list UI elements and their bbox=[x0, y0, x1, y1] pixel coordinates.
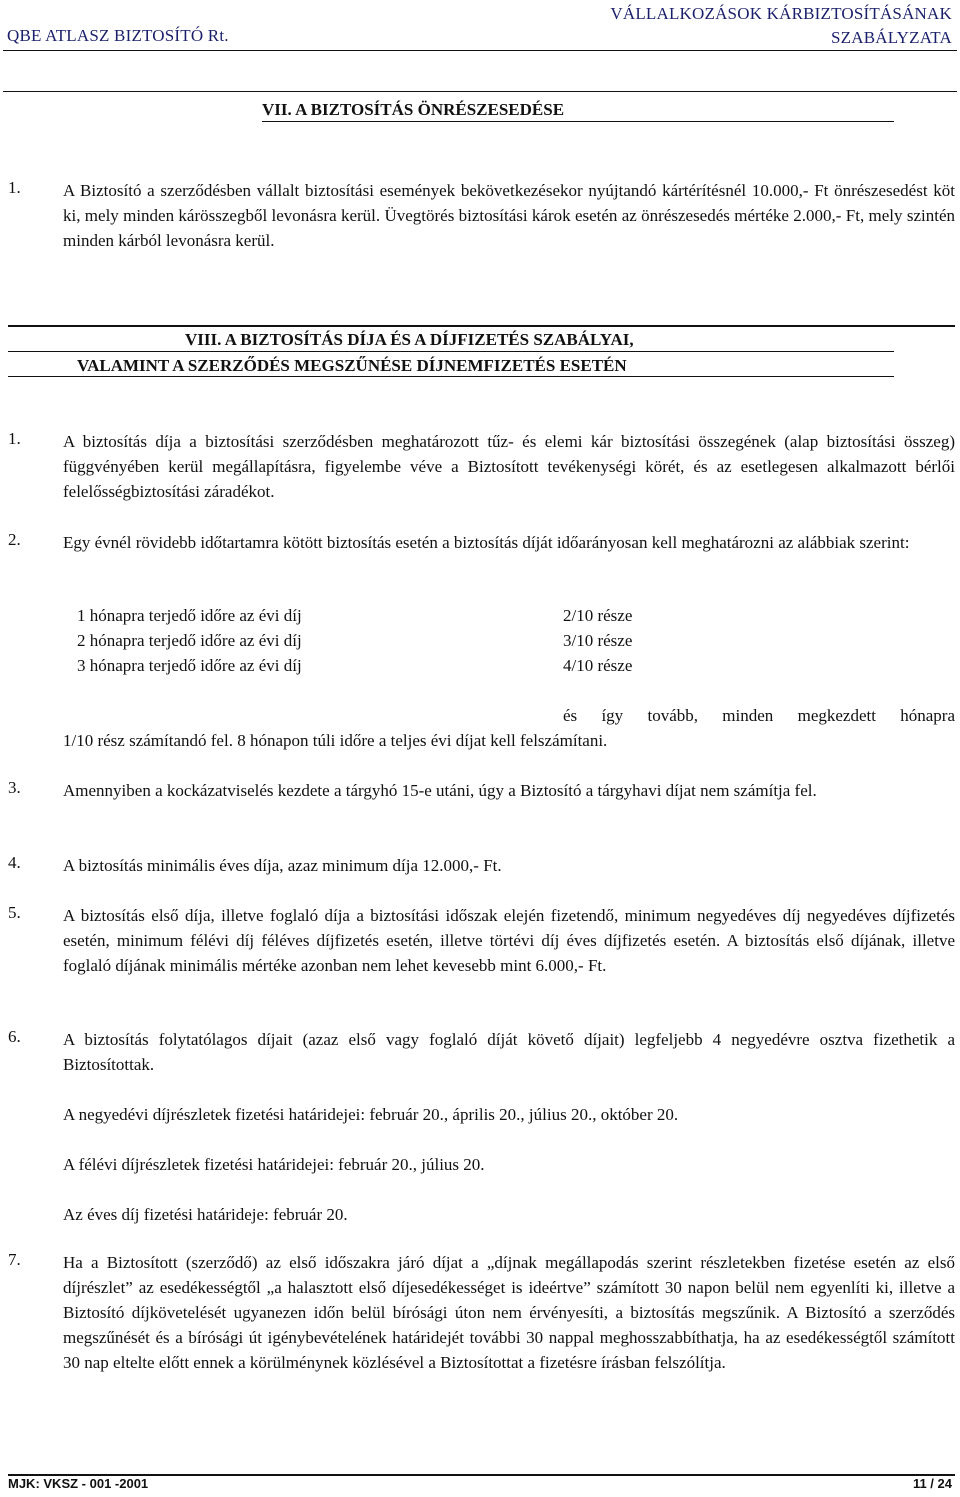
page-number: 11 / 24 bbox=[912, 1476, 952, 1491]
rate-continuation-2: 1/10 rész számítandó fel. 8 hónapon túli időre a teljes évi díjat kell felszámítani. bbox=[63, 731, 608, 750]
item-text: Egy évnél rövidebb időtartamra kötött biztosítás esetén a biztosítás díját időarányosan kell meghatározni az alábbiak szerint: bbox=[63, 533, 910, 552]
section-8-top-rule bbox=[8, 325, 955, 327]
rate-share: 4/10 része bbox=[563, 656, 633, 675]
section-7-item-1 bbox=[8, 178, 955, 253]
footer-rule bbox=[8, 1474, 955, 1476]
section-8-item-5 bbox=[8, 903, 955, 978]
document-title-line1: VÁLLALKOZÁSOK KÁRBIZTOSÍTÁSÁNAK bbox=[610, 4, 952, 23]
document-title bbox=[610, 2, 952, 50]
section-8-item-1 bbox=[8, 429, 955, 504]
section-8-item-2 bbox=[8, 530, 955, 555]
item-number: 2. bbox=[8, 530, 21, 549]
rate-period: 2 hónapra terjedő időre az évi díj bbox=[77, 631, 302, 650]
item-text: A Biztosító a szerződésben vállalt biztosítási események bekövetkezésekor nyújtandó kártérítésnél 10.000,- Ft önrészesedést köt ki, mely minden kárösszegből levonásra kerül. Üvegtörés biztosítási károk esetén az önrészesedés mértéke 2.000,- Ft, mely szintén minden kárból levonásra kerül. bbox=[63, 181, 955, 250]
rate-share: 3/10 része bbox=[563, 631, 633, 650]
rate-continuation-1: és így tovább, minden megkezdett hónapra bbox=[563, 706, 955, 725]
item-text: A biztosítás díja a biztosítási szerződésben meghatározott tűz- és elemi kár biztosítási összegének (alap biztosítási összeg) függvényében kerül megállapításra, figyelembe véve a Biztosított tevékenységi körét, és az esetlegesen alkalmazott bérlői felelősségbiztosítási záradékot. bbox=[63, 432, 955, 501]
quarterly-deadlines: A negyedévi díjrészletek fizetési határidejei: február 20., április 20., július 20., október 20. bbox=[63, 1105, 679, 1124]
item-number: 5. bbox=[8, 903, 21, 922]
section-8-title-line1: VIII. A BIZTOSÍTÁS DÍJA ÉS A DÍJFIZETÉS SZABÁLYAI, bbox=[185, 330, 634, 349]
section-8-title-line2: VALAMINT A SZERZŐDÉS MEGSZŰNÉSE DÍJNEMFIZETÉS ESETÉN bbox=[77, 356, 627, 375]
header-rule-2 bbox=[3, 91, 957, 92]
yearly-deadline: Az éves díj fizetési határideje: február 20. bbox=[63, 1205, 348, 1224]
section-8-item-6 bbox=[8, 1027, 955, 1077]
half-year-deadlines: A félévi díjrészletek fizetési határidejei: február 20., július 20. bbox=[63, 1155, 485, 1174]
section-8-item-3 bbox=[8, 778, 955, 803]
item-number: 3. bbox=[8, 778, 21, 797]
rate-row bbox=[77, 653, 632, 678]
company-name: QBE ATLASZ BIZTOSÍTÓ Rt. bbox=[7, 26, 229, 45]
document-title-line2: SZABÁLYZATA bbox=[831, 28, 952, 47]
header-rule bbox=[3, 50, 957, 51]
section-7-underline bbox=[262, 121, 894, 122]
rate-period: 1 hónapra terjedő időre az évi díj bbox=[77, 606, 302, 625]
section-8-underline-1 bbox=[8, 351, 894, 352]
section-7-title: VII. A BIZTOSÍTÁS ÖNRÉSZESEDÉSE bbox=[262, 100, 565, 119]
item-number: 1. bbox=[8, 178, 21, 197]
rate-row bbox=[77, 603, 632, 628]
item-number: 6. bbox=[8, 1027, 21, 1046]
item-text: Ha a Biztosított (szerződő) az első időszakra járó díjat a „díjnak megállapodás szerint részletekben fizetése esetén az első díjrészlet” az esedékességtől „a halasztott első díjesedékességet is ideértve” számított 30 napon belül nem egyenlíti ki, illetve a Biztosító díjkövetelését ugyanezen időn belül bírósági úton nem érvényesíti, a biztosítás megszűnik. A Biztosító a szerződés megszűnését és a bírósági út igénybevételének határidejét további 30 nappal meghosszabbíthatja, ha az esedékességtől számított 30 nap eltelte előtt ennek a körülménynek közlésével a Biztosítottat a fizetésre írásban felszólítja. bbox=[63, 1253, 955, 1372]
item-text: A biztosítás folytatólagos díjait (azaz első vagy foglaló díját követő díjait) legfeljebb 4 negyedévre osztva fizethetik a Biztosítottak. bbox=[63, 1030, 955, 1074]
item-text: A biztosítás első díja, illetve foglaló díja a biztosítási időszak elején fizetendő, minimum negyedéves díj negyedéves díjfizetés esetén, minimum félévi díj féléves díjfizetés esetén, illetve törtévi díj éves díjfizetés esetén. A biztosítás első díjának, illetve foglaló díjának minimális mértéke azonban nem lehet kevesebb mint 6.000,- Ft. bbox=[63, 906, 955, 975]
rate-period: 3 hónapra terjedő időre az évi díj bbox=[77, 656, 302, 675]
item-text: Amennyiben a kockázatviselés kezdete a tárgyhó 15-e utáni, úgy a Biztosító a tárgyhavi díjat nem számítja fel. bbox=[63, 781, 817, 800]
rate-table bbox=[77, 603, 632, 678]
section-8-item-7 bbox=[8, 1250, 955, 1375]
item-number: 4. bbox=[8, 853, 21, 872]
item-number: 1. bbox=[8, 429, 21, 448]
section-8-underline-2 bbox=[8, 376, 894, 377]
document-code: MJK: VKSZ - 001 -2001 bbox=[8, 1476, 149, 1491]
item-text: A biztosítás minimális éves díja, azaz minimum díja 12.000,- Ft. bbox=[63, 856, 502, 875]
rate-share: 2/10 része bbox=[563, 606, 633, 625]
item-number: 7. bbox=[8, 1250, 21, 1269]
rate-row bbox=[77, 628, 632, 653]
section-8-item-4 bbox=[8, 853, 955, 878]
